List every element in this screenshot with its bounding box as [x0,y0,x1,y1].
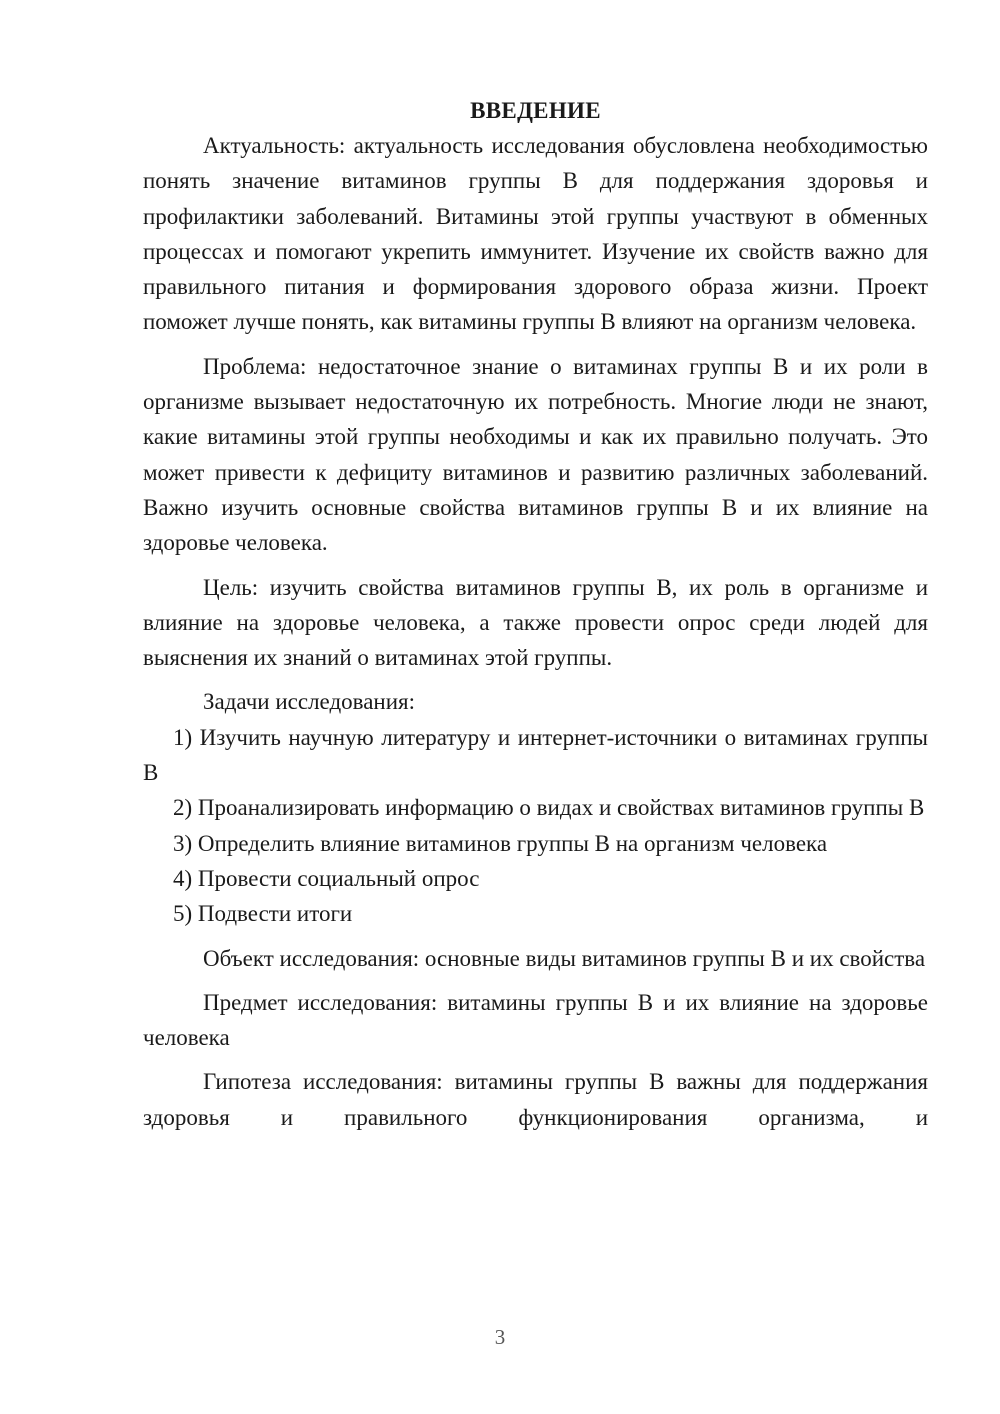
paragraph-subject: Предмет исследования: витамины группы В и их влияние на здоровье человека [143,989,928,1051]
list-item: 2) Проанализировать информацию о видах и свойствах витаминов группы В [173,795,925,821]
list-item: 4) Провести социальный опрос [173,865,480,891]
section-title: ВВЕДЕНИЕ [470,98,601,123]
tasks-list [143,720,928,932]
paragraph-hypothesis: Гипотеза исследования: витамины группы В важны для поддержания здоровья и правильного функционирования организма, и [143,1069,928,1130]
list-item: 3) Определить влияние витаминов группы В на организм человека [173,830,828,856]
page-number: 3 [494,1325,506,1349]
paragraph-object: Объект исследования: основные виды витаминов группы В и их свойства [203,945,926,971]
tasks-heading: Задачи исследования: [203,689,416,715]
page-content [143,93,928,1135]
list-item: 1) Изучить научную литературу и интернет-источники о витаминах группы В [143,724,928,786]
paragraph-problem: Проблема: недостаточное знание о витаминах группы В и их роли в организме вызывает недостаточную их потребность. Многие люди не знают, какие витамины этой группы необходимы и как их правильно получать. Это может привести к дефициту витаминов и развитию различных заболеваний. Важно изучить основные свойства витаминов группы В и их влияние на здоровье человека. [143,353,928,556]
list-item: 5) Подвести итоги [173,901,353,927]
paragraph-relevance: Актуальность: актуальность исследования обусловлена необходимостью понять значение витаминов группы В для поддержания здоровья и профилактики заболеваний. Витамины этой группы участвуют в обменных процессах и помогают укрепить иммунитет. Изучение их свойств важно для правильного питания и формирования здорового образа жизни. Проект поможет лучше понять, как витамины группы В влияют на организм человека. [143,133,928,335]
paragraph-goal: Цель: изучить свойства витаминов группы В, их роль в организме и влияние на здоровье человека, а также провести опрос среди людей для выяснения их знаний о витаминах этой группы. [143,574,928,671]
